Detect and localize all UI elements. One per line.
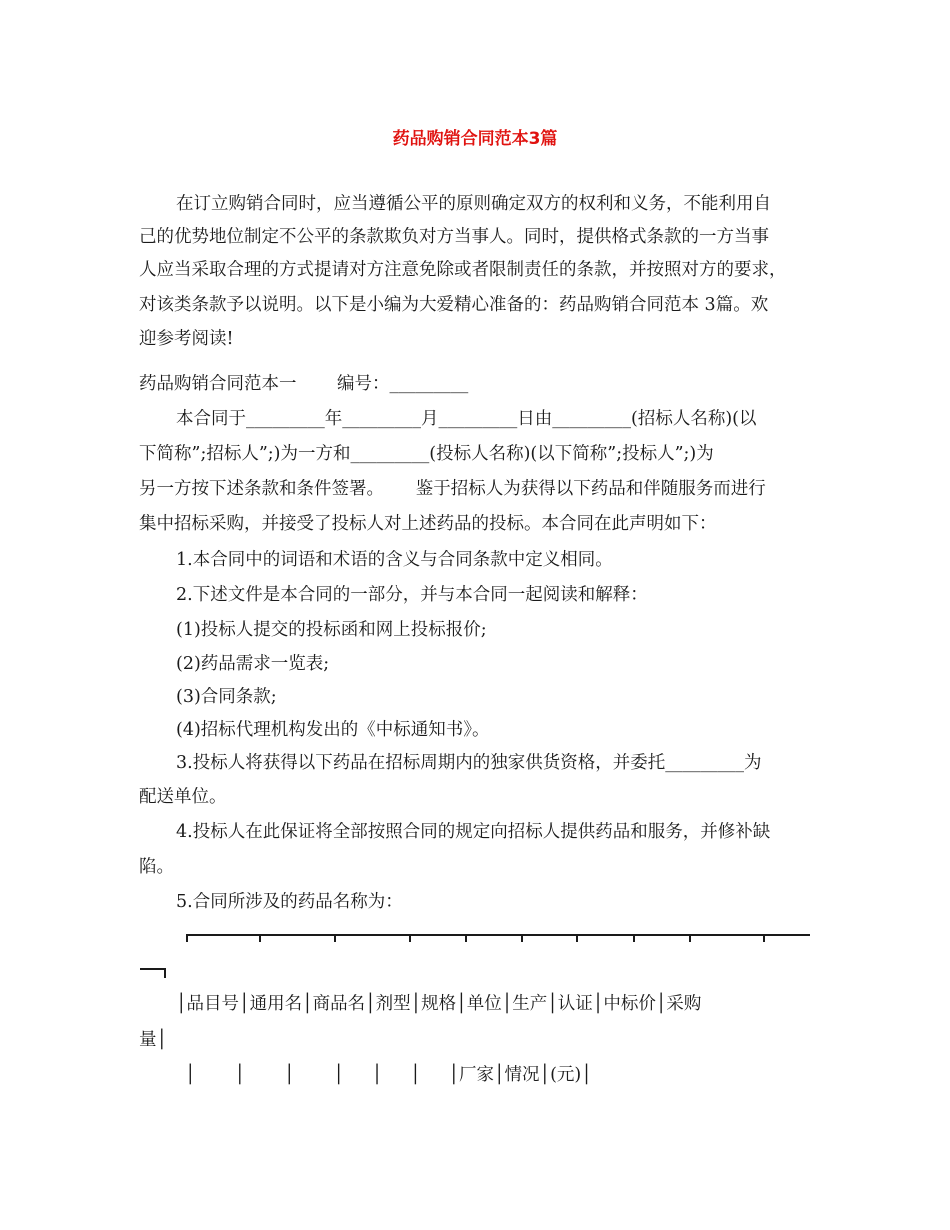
table-tick (334, 934, 336, 942)
text-line: 另一方按下述条款和条件签署。 鉴于招标人为获得以下药品和伴随服务而进行 (139, 479, 766, 499)
clause-1: 1.本合同中的词语和术语的含义与合同条款中定义相同。 (176, 550, 613, 570)
text-line: 迎参考阅读! (139, 329, 234, 349)
contract-heading: 药品购销合同范本一 编号：_________ (139, 374, 469, 394)
table-corner-right (164, 968, 166, 978)
clause-3-wrap: 配送单位。 (139, 787, 227, 807)
table-tick (763, 934, 765, 942)
table-row-wrap: 量│ (139, 1030, 168, 1050)
table-row: │品目号│通用名│商品名│剂型│规格│单位│生产│认证│中标价│采购 (176, 994, 702, 1014)
page-title: 药品购销合同范本3篇 (392, 129, 558, 149)
sub-item-4: (4)招标代理机构发出的《中标通知书》。 (176, 720, 490, 740)
table-corner-left (186, 934, 188, 942)
table-top-rule (186, 934, 810, 936)
text-line: 下简称”;招标人”;)为一方和_________(投标人名称)(以下简称”;投标人”;)为 (139, 444, 714, 464)
clause-4: 4.投标人在此保证将全部按照合同的规定向招标人提供药品和服务，并修补缺 (176, 822, 771, 842)
table-tick (576, 934, 578, 942)
table-tick (259, 934, 261, 942)
table-tick (633, 934, 635, 942)
clause-3: 3.投标人将获得以下药品在招标周期内的独家供货资格，并委托_________为 (176, 753, 762, 773)
clause-2: 2.下述文件是本合同的一部分，并与本合同一起阅读和解释： (176, 585, 648, 605)
table-tick (521, 934, 523, 942)
sub-item-1: (1)投标人提交的投标函和网上投标报价; (176, 620, 487, 640)
sub-item-3: (3)合同条款; (176, 687, 277, 707)
text-line: 本合同于_________年_________月_________日由_________(招标人名称)(以 (176, 409, 757, 429)
table-row: │ │ │ │ │ │ │厂家│情况│(元)│ (185, 1065, 592, 1085)
text-line: 在订立购销合同时，应当遵循公平的原则确定双方的权利和义务，不能利用自 (176, 194, 771, 214)
text-line: 己的优势地位制定不公平的条款欺负对方当事人。同时，提供格式条款的一方当事 (139, 227, 769, 247)
table-tick (465, 934, 467, 942)
text-line: 对该类条款予以说明。以下是小编为大爱精心准备的：药品购销合同范本 3篇。欢 (139, 295, 769, 315)
text-line: 人应当采取合理的方式提请对方注意免除或者限制责任的条款，并按照对方的要求， (139, 260, 787, 280)
sub-item-2: (2)药品需求一览表; (176, 654, 330, 674)
table-wrap-rule (140, 968, 166, 970)
table-tick (689, 934, 691, 942)
clause-5: 5.合同所涉及的药品名称为： (176, 892, 403, 912)
table-tick (409, 934, 411, 942)
text-line: 集中招标采购，并接受了投标人对上述药品的投标。本合同在此声明如下： (139, 514, 717, 534)
clause-4-wrap: 陷。 (139, 857, 174, 877)
